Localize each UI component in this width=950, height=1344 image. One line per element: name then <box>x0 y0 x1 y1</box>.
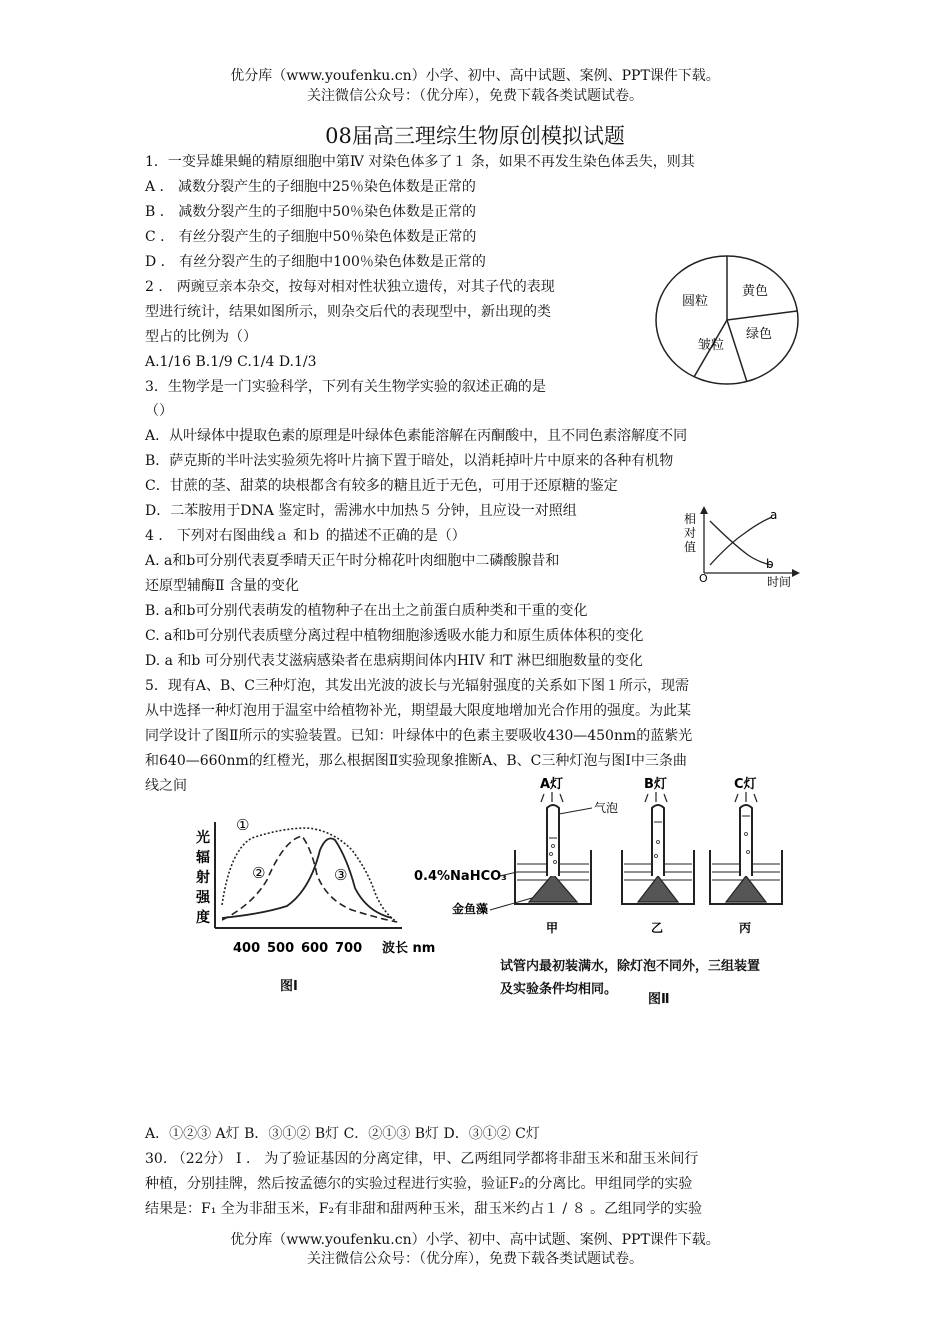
graph-origin: O <box>699 572 708 585</box>
graph-ylabel-3: 值 <box>684 540 697 554</box>
fig2-note-1: 试管内最初装满水，除灯泡不同外，三组装置 <box>500 959 761 974</box>
q2-stem-3: 型占的比例为（） <box>145 329 257 345</box>
q4-curve-graph <box>680 503 810 591</box>
q5-line-3: 同学设计了图Ⅱ所示的实验装置。已知：叶绿体中的色素主要吸收430—450nm的蓝紫光 <box>145 728 693 744</box>
q5-line-5: 线之间 <box>145 778 187 794</box>
q5-figure-1-spectrum <box>192 810 447 960</box>
pie-label-green: 绿色 <box>746 327 773 342</box>
q4-option-a-1: A. a和b可分别代表夏季晴天正午时分棉花叶肉细胞中二磷酸腺昔和 <box>145 553 560 569</box>
q4-option-d: D. a 和b 可分别代表艾滋病感染者在患病期间体内HIV 和T 淋巴细胞数量的变化 <box>145 653 643 669</box>
fig2-label-bing: 丙 <box>739 921 752 935</box>
graph-xlabel: 时间 <box>767 575 792 589</box>
graph-ylabel-1: 相 <box>684 512 697 526</box>
q30-line-1: 30. （22分） Ⅰ ． 为了验证基因的分离定律，甲、乙两组同学都将非甜玉米和甜玉米间行 <box>145 1151 699 1167</box>
fig2-label-yi: 乙 <box>651 921 664 935</box>
fig1-ylabel-5: 度 <box>196 910 210 926</box>
fig2-note-2: 及实验条件均相同。 <box>500 982 618 997</box>
fig2-bubble-label: 气泡 <box>594 801 619 815</box>
q1-stem: 1．一变异雄果蝇的精原细胞中第Ⅳ 对染色体多了１ 条，如果不再发生染色体丢失，则其 <box>145 154 695 170</box>
fig2-lamp-c: C灯 <box>734 777 757 792</box>
q3-option-d: D．二苯胺用于DNA 鉴定时，需沸水中加热５ 分钟，且应设一对照组 <box>145 503 577 519</box>
q1-option-c: C ． 有丝分裂产生的子细胞中50％染色体数是正常的 <box>145 229 477 245</box>
fig1-ylabel-2: 辐 <box>196 850 210 866</box>
q4-option-c: C. a和b可分别代表质壁分离过程中植物细胞渗透吸水能力和原生质体体积的变化 <box>145 628 644 644</box>
graph-label-a: a <box>770 508 778 522</box>
graph-label-b: b <box>766 557 774 571</box>
fig1-curve-label-1: ① <box>236 816 250 834</box>
fig1-curve-3 <box>222 838 392 918</box>
q4-option-b: B. a和b可分别代表萌发的植物种子在出土之前蛋白质种类和干重的变化 <box>145 603 588 619</box>
q5-line-2: 从中选择一种灯泡用于温室中给植物补光，期望最大限度地增加光合作用的强度。为此某 <box>145 703 691 719</box>
fig1-tick-600: 600 <box>301 941 329 956</box>
fig1-tick-400: 400 <box>233 941 261 956</box>
fig2-lamp-a: A灯 <box>540 777 564 792</box>
q3-stem: 3．生物学是一门实验科学，下列有关生物学实验的叙述正确的是 <box>145 379 546 395</box>
plant-a <box>529 874 577 902</box>
fig1-ylabel-3: 射 <box>196 870 210 886</box>
q5-line-4: 和640—660nm的红橙光，那么根据图Ⅱ实验现象推断A、B、C三种灯泡与图Ⅰ中三条曲 <box>145 753 687 769</box>
q1-option-b: B ． 减数分裂产生的子细胞中50％染色体数是正常的 <box>145 204 477 220</box>
pie-label-yellow: 黄色 <box>742 284 769 299</box>
pie-divider-right <box>727 311 797 320</box>
q3-paren: （） <box>145 403 173 419</box>
fig1-tick-700: 700 <box>335 941 363 956</box>
q2-options: A.1/16 B.1/9 C.1/4 D.1/3 <box>145 354 317 370</box>
fig1-caption: 图Ⅰ <box>280 979 298 994</box>
q5-options: A．①②③ A灯 B．③①② B灯 C．②①③ B灯 D．③①② C灯 <box>145 1126 540 1142</box>
fig2-solution-label: 0.4%NaHCO₃ <box>414 869 507 884</box>
q2-pie-chart <box>654 253 802 387</box>
footer-line-2: 关注微信公众号：（优分库），免费下载各类试题试卷。 <box>307 1251 643 1267</box>
fig2-plant-label: 金鱼藻 <box>452 902 489 916</box>
q1-option-a: A ． 减数分裂产生的子细胞中25％染色体数是正常的 <box>145 179 476 195</box>
q30-line-3: 结果是：F₁ 全为非甜玉米，F₂有非甜和甜两种玉米，甜玉米约占１ / ８ 。乙组同学的实验 <box>145 1201 703 1217</box>
footer-line-1: 优分库（www.youfenku.cn）小学、初中、高中试题、案例、PPT课件下载。 <box>230 1232 720 1248</box>
pie-divider-bottom <box>727 320 747 382</box>
page-title: 08届高三理综生物原创模拟试题 <box>325 124 625 148</box>
q3-option-a: A．从叶绿体中提取色素的原理是叶绿体色素能溶解在丙酮酸中，且不同色素溶解度不同 <box>145 428 688 444</box>
fig1-curve-label-3: ③ <box>334 866 348 884</box>
header-line-2: 关注微信公众号：（优分库），免费下载各类试题试卷。 <box>307 88 643 104</box>
q3-option-b: B．萨克斯的半叶法实验须先将叶片摘下置于暗处，以消耗掉叶片中原来的各种有机物 <box>145 453 674 469</box>
graph-x-arrow <box>792 569 800 577</box>
fig1-curve-label-2: ② <box>252 864 266 882</box>
fig1-tick-500: 500 <box>267 941 295 956</box>
fig2-caption: 图Ⅱ <box>648 992 670 1007</box>
q2-stem-2: 型进行统计，结果如图所示，则杂交后代的表现型中，新出现的类 <box>145 304 551 320</box>
q2-stem-1: 2 ． 两豌豆亲本杂交，按每对相对性状独立遗传，对其子代的表现 <box>145 279 555 295</box>
fig1-ylabel-4: 强 <box>196 890 210 906</box>
curve-b <box>710 521 772 565</box>
q30-line-2: 种植，分别挂牌，然后按孟德尔的实验过程进行实验，验证F₂的分离比。甲组同学的实验 <box>145 1176 693 1192</box>
curve-a <box>710 517 772 565</box>
header-line-1: 优分库（www.youfenku.cn）小学、初中、高中试题、案例、PPT课件下载。 <box>230 68 720 84</box>
q1-option-d: D ． 有丝分裂产生的子细胞中100％染色体数是正常的 <box>145 254 486 270</box>
graph-y-arrow <box>700 506 708 514</box>
pie-label-round: 圆粒 <box>682 294 709 309</box>
pie-label-wrinkled: 皱粒 <box>698 338 725 353</box>
fig2-lamp-b: B灯 <box>644 777 667 792</box>
q3-option-c: C．甘蔗的茎、甜菜的块根都含有较多的糖且近于无色，可用于还原糖的鉴定 <box>145 478 618 494</box>
q5-figure-2-apparatus <box>412 772 807 947</box>
graph-ylabel-2: 对 <box>684 526 697 540</box>
fig1-ylabel-1: 光 <box>196 830 210 846</box>
q5-line-1: 5．现有A、B、C三种灯泡，其发出光波的波长与光辐射强度的关系如下图１所示，现需 <box>145 678 690 694</box>
q4-option-a-2: 还原型辅酶Ⅱ 含量的变化 <box>145 578 299 594</box>
fig2-label-jia: 甲 <box>546 921 559 935</box>
q4-stem: 4 ． 下列对右图曲线ａ 和ｂ 的描述不正确的是（） <box>145 528 466 544</box>
fig1-xlabel: 波长 nm <box>382 941 436 956</box>
